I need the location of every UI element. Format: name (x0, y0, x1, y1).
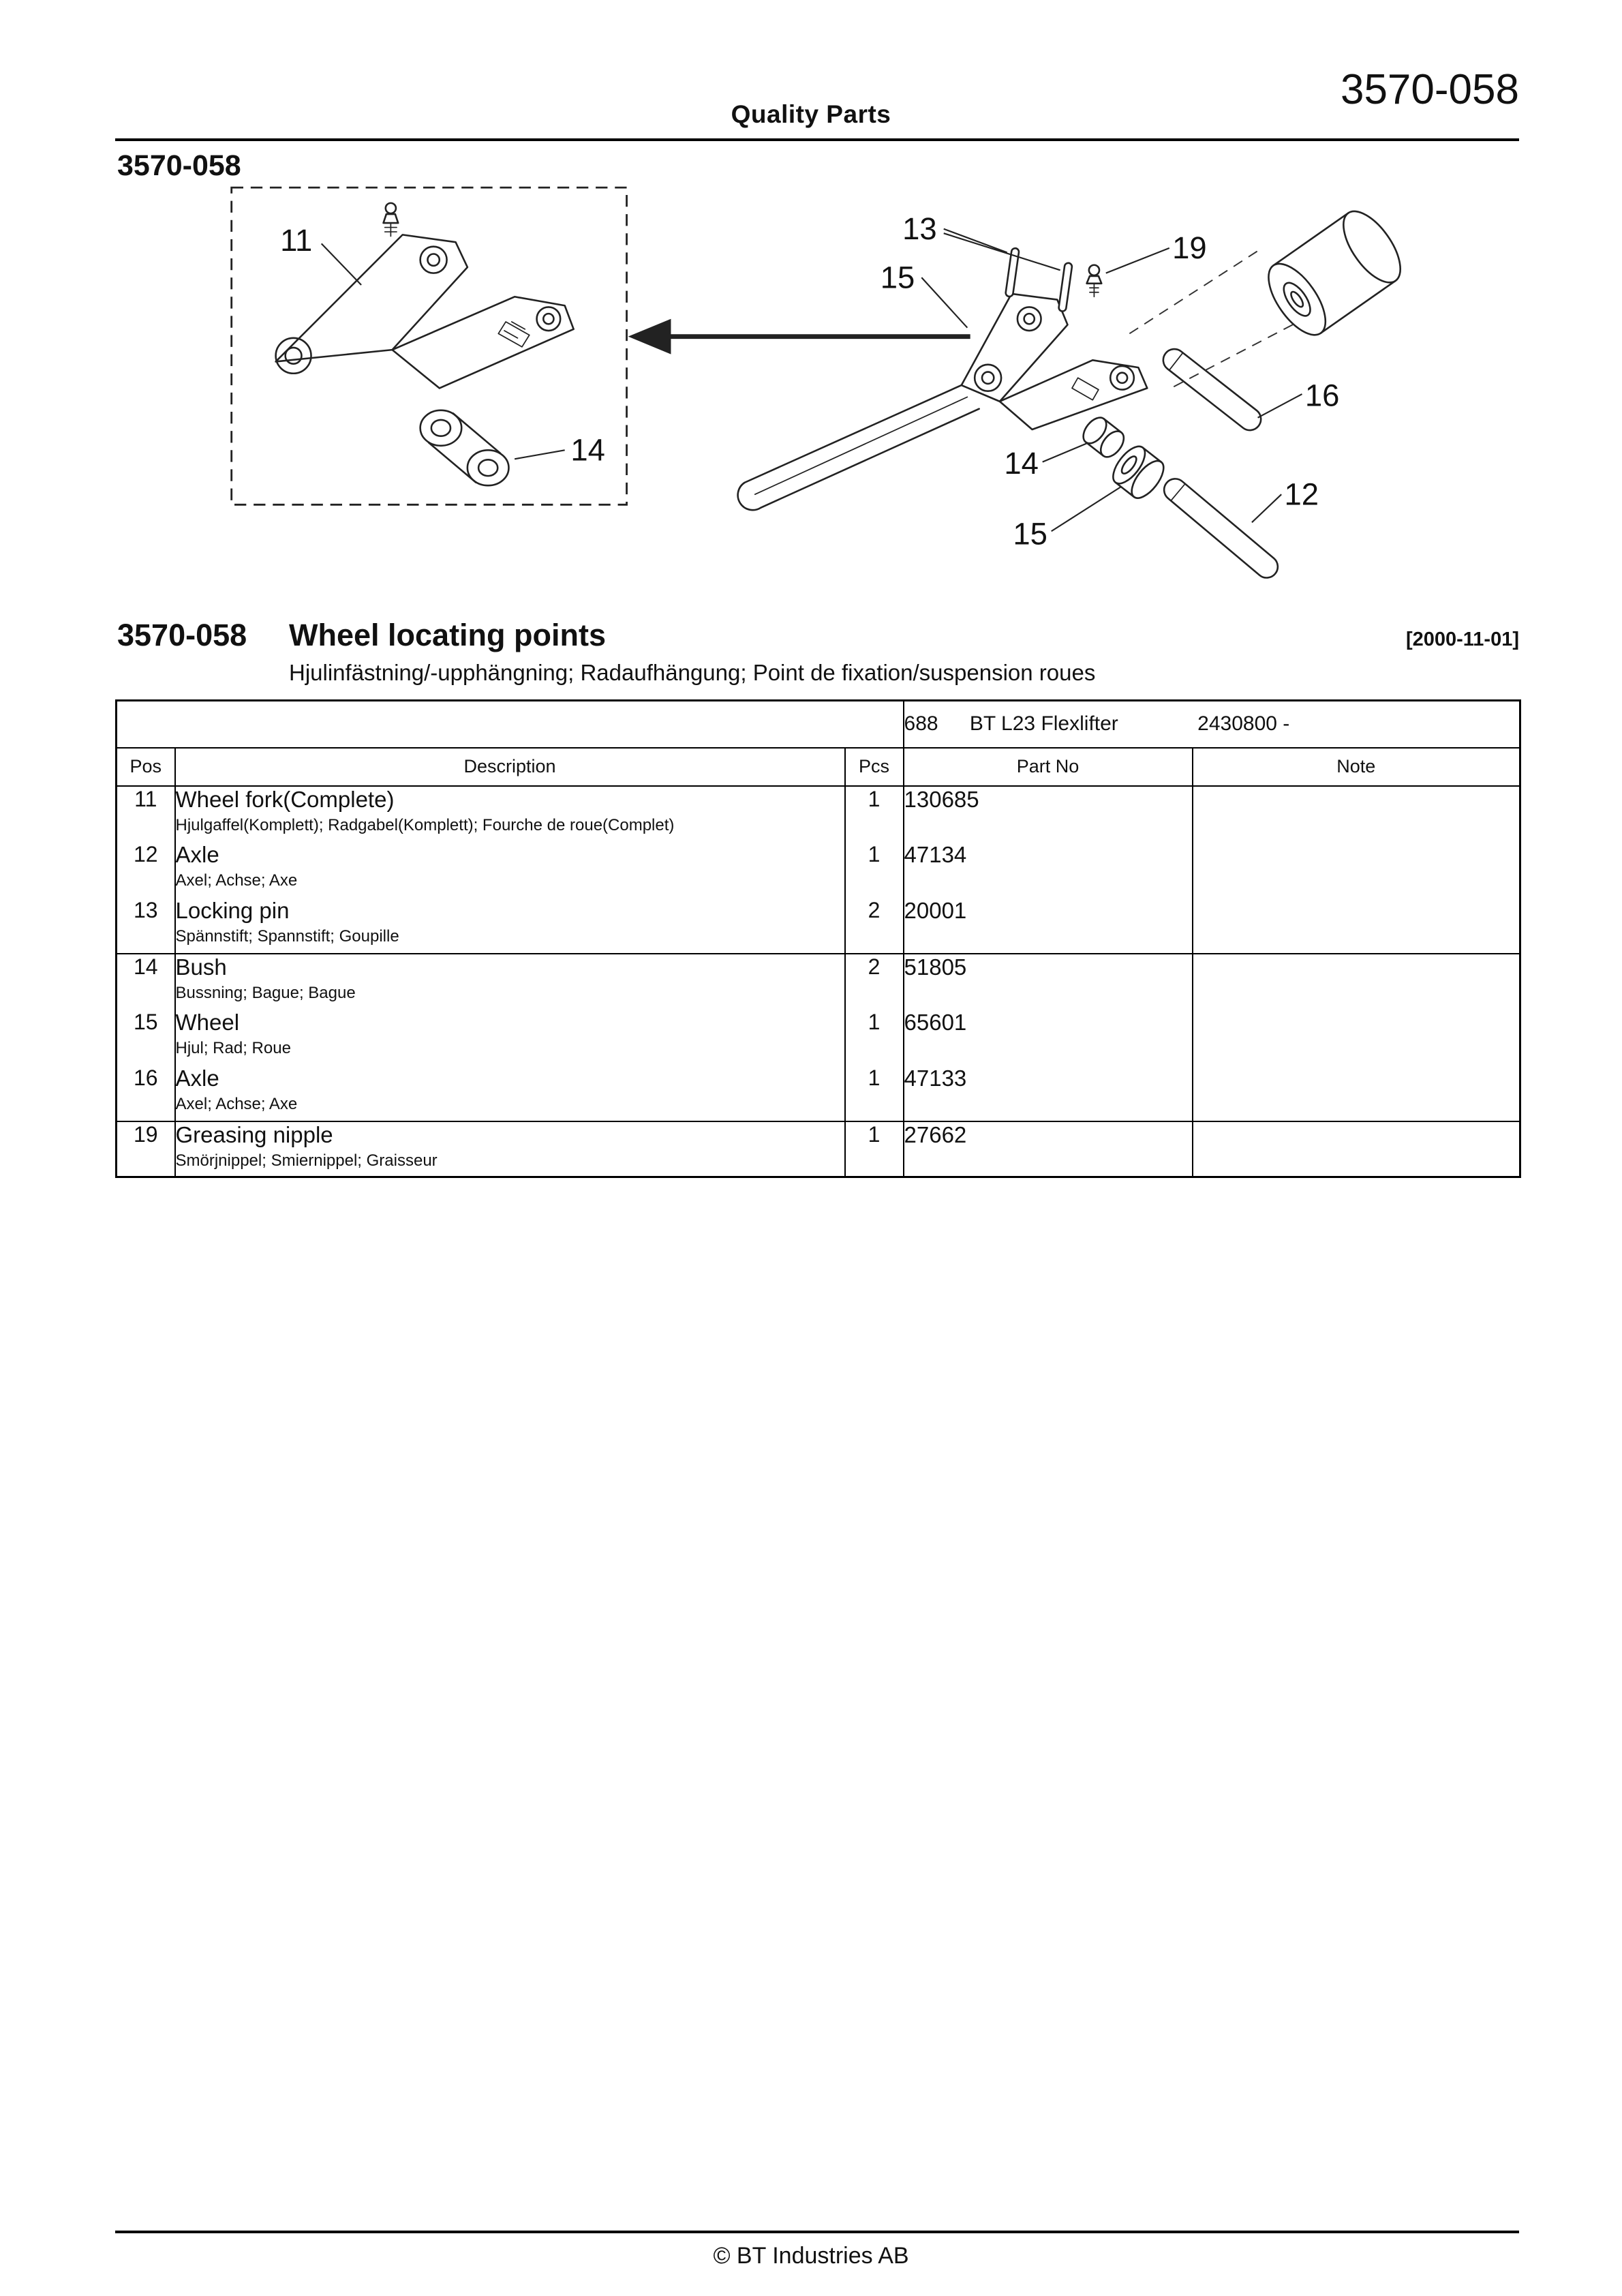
part-description: Axle (175, 841, 219, 867)
part-number: 47133 (904, 1066, 1193, 1121)
table-row (117, 898, 1520, 954)
part-note (1193, 1010, 1520, 1066)
wheel-fork-drawing (276, 235, 574, 485)
header-divider (115, 138, 1519, 141)
callout-12: 12 (1284, 477, 1319, 512)
callout-14: 14 (1004, 445, 1039, 481)
page-title: Wheel locating points (289, 618, 607, 652)
locking-pin-drawing (1058, 262, 1073, 312)
exploded-view-diagram (0, 170, 1622, 590)
axle-16-drawing (1159, 344, 1265, 434)
bush-drawing (1079, 413, 1129, 461)
parts-table (115, 699, 1521, 1178)
part-pos: 12 (133, 841, 158, 866)
part-pcs: 2 (845, 954, 904, 1010)
part-number: 47134 (904, 842, 1193, 898)
table-row (117, 1066, 1520, 1121)
section-code: 3570-058 (117, 618, 247, 652)
wheel-fork-inset (232, 187, 627, 504)
grease-nipple-inset-drawing (384, 203, 399, 237)
part-description: Bush (175, 954, 227, 980)
header-page-code: 3570-058 (1340, 66, 1519, 113)
part-description: Wheel fork(Complete) (175, 786, 395, 812)
leader-15-lower (1052, 487, 1121, 531)
revision-date: [2000-11-01] (1405, 629, 1519, 650)
footer-divider (115, 2231, 1519, 2233)
assembly-arrow (628, 319, 970, 354)
column-header-pos: Pos (117, 748, 175, 786)
part-pos: 13 (133, 897, 158, 922)
callout-15-upper: 15 (880, 260, 915, 295)
part-number: 65601 (904, 1010, 1193, 1066)
leader-14-inset (515, 450, 565, 459)
callout-15-lower: 15 (1013, 516, 1047, 552)
axle-12-drawing (1160, 474, 1283, 582)
figure-code: 3570-058 (117, 149, 241, 182)
leader-13 (944, 229, 1060, 271)
callout-13: 13 (902, 211, 937, 246)
leader-16 (1258, 394, 1302, 418)
fork-bracket-drawing (962, 294, 1148, 429)
part-pcs: 1 (845, 842, 904, 898)
column-header-note: Note (1193, 748, 1520, 786)
table-row (117, 1010, 1520, 1066)
grease-nipple-drawing (1087, 265, 1102, 297)
fork-arm-drawing (738, 385, 979, 510)
callout-16: 16 (1304, 378, 1340, 413)
part-description: Wheel (175, 1009, 240, 1035)
leader-12 (1252, 494, 1281, 522)
part-pos: 15 (133, 1009, 158, 1034)
column-header-pcs: Pcs (845, 748, 904, 786)
part-description: Greasing nipple (175, 1121, 333, 1147)
part-number: 51805 (904, 954, 1193, 1010)
part-description-translations: Hjul; Rad; Roue (175, 1038, 291, 1057)
part-description-translations: Axel; Achse; Axe (175, 1094, 298, 1113)
model-cell (904, 701, 1520, 748)
leader-15-upper (921, 277, 967, 328)
part-note (1193, 898, 1520, 954)
part-description: Axle (175, 1065, 219, 1091)
part-description-translations: Hjulgaffel(Komplett); Radgabel(Komplett); Fourche de roue(Complet) (175, 815, 675, 834)
callout-14-inset: 14 (570, 432, 605, 468)
leader-11 (322, 243, 361, 285)
part-description-translations: Spännstift; Spannstift; Goupille (175, 926, 399, 946)
part-pos: 14 (117, 954, 175, 1010)
part-pos: 11 (134, 786, 157, 811)
page-subtitle: Hjulinfästning/-upphängning; Radaufhängung; Point de fixation/suspension roues (289, 660, 1096, 685)
arrow-head (628, 319, 671, 354)
table-row (117, 1121, 1520, 1177)
callout-19: 19 (1172, 230, 1207, 265)
footer-copyright: © BT Industries AB (713, 2243, 909, 2269)
part-number: 27662 (904, 1121, 1193, 1177)
part-description-translations: Smörjnippel; Smiernippel; Graisseur (175, 1151, 438, 1170)
part-pcs: 1 (845, 1121, 904, 1177)
part-note (1193, 1121, 1520, 1177)
part-description-translations: Axel; Achse; Axe (175, 871, 298, 890)
part-note (1193, 842, 1520, 898)
part-number: 130685 (904, 786, 1193, 842)
part-note (1193, 1066, 1520, 1121)
part-pos: 16 (133, 1065, 158, 1090)
model-number: 688 (904, 712, 938, 736)
table-row (117, 842, 1520, 898)
part-note (1193, 786, 1520, 842)
part-pos: 19 (117, 1121, 175, 1177)
model-name: BT L23 Flexlifter (969, 712, 1118, 736)
table-row (117, 786, 1520, 842)
model-row (117, 701, 1520, 748)
callouts (881, 211, 1340, 552)
callout-11: 11 (280, 223, 313, 258)
column-header-part-no: Part No (904, 748, 1193, 786)
part-description-translations: Bussning; Bague; Bague (175, 983, 356, 1002)
part-note (1193, 954, 1520, 1010)
model-row-spacer (117, 701, 904, 748)
part-pcs: 1 (845, 1066, 904, 1121)
header-title: Quality Parts (731, 100, 891, 128)
column-header-description: Description (175, 748, 845, 786)
table-header-row (117, 748, 1520, 786)
part-pcs: 1 (845, 1010, 904, 1066)
leader-14 (1043, 442, 1088, 462)
leader-19 (1106, 248, 1169, 273)
model-serial-range: 2430800 - (1197, 712, 1290, 736)
part-number: 20001 (904, 898, 1193, 954)
table-row (117, 954, 1520, 1010)
part-pcs: 2 (845, 898, 904, 954)
part-description: Locking pin (175, 897, 290, 923)
part-pcs: 1 (845, 786, 904, 842)
locking-pins-drawing (1005, 247, 1073, 312)
